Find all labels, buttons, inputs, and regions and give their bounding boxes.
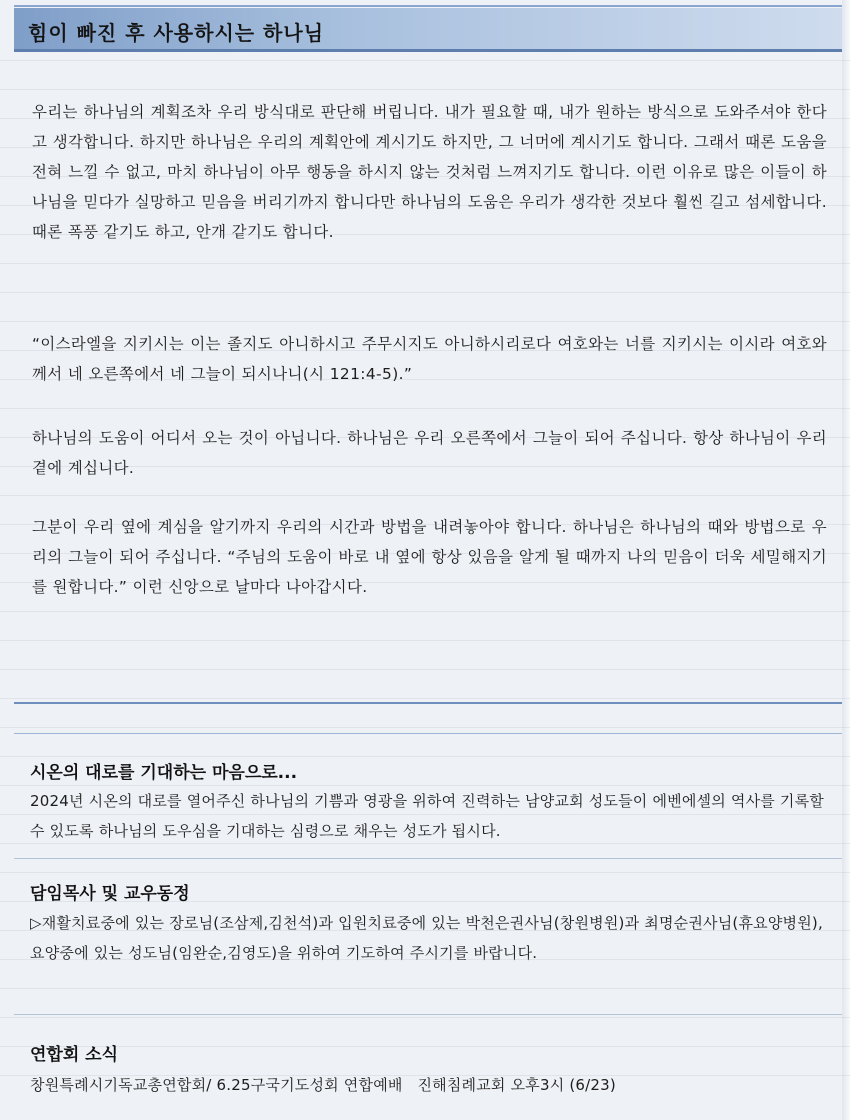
scan-texture-line xyxy=(0,321,850,322)
section-text-news: ▷재활치료중에 있는 장로님(조삼제,김천석)과 입원치료중에 있는 박천은권사님(창원병원)과 최명순권사님(휴요양병원), 요양중에 있는 성도님(임완순,김영도)을 위하여 기도하여 주시기를 바랍니다. xyxy=(30,914,823,962)
scan-texture-line xyxy=(0,756,850,757)
paragraph-scripture: “이스라엘을 지키시는 이는 졸지도 아니하시고 주무시지도 아니하시리로다 여호와는 너를 지키시는 이시라 여호와께서 네 오른쪽에서 네 그늘이 되시나니(시 121:4-5).” xyxy=(32,335,827,383)
scan-texture-line xyxy=(0,669,850,670)
section-text-zion: 2024년 시온의 대로를 열어주신 하나님의 기쁨과 영광을 위하여 진력하는 남양교회 성도들이 에벤에셀의 역사를 기록할 수 있도록 하나님의 도우심을 기대하는 심령으로 채우는 성도가 됩시다. xyxy=(30,792,824,840)
section-heading-zion: 시온의 대로를 기대하는 마음으로... xyxy=(30,763,298,783)
scan-texture-line xyxy=(0,1075,850,1076)
scan-texture-line xyxy=(0,930,850,931)
scan-texture-line xyxy=(0,698,850,699)
scan-texture-line xyxy=(0,582,850,583)
section-rule xyxy=(14,1014,842,1015)
scan-texture-line xyxy=(0,466,850,467)
scan-texture-line xyxy=(0,640,850,641)
section-rule xyxy=(14,858,842,859)
scan-texture-line xyxy=(0,408,850,409)
scan-texture-line xyxy=(0,524,850,525)
section-divider xyxy=(14,702,842,704)
section-heading-union: 연합회 소식 xyxy=(30,1045,119,1065)
paragraph-faith: 그분이 우리 옆에 계심을 알기까지 우리의 시간과 방법을 내려놓아야 합니다. 하나님은 하나님의 때와 방법으로 우리의 그늘이 되어 주십니다. “주님의 도움이 바로 내 옆에 항상 있음을 알게 될 때까지 나의 믿음이 더욱 세밀해지기를 원합니다.” 이런 신앙으로 날마다 나아갑시다. xyxy=(32,518,827,596)
scan-texture-line xyxy=(0,89,850,90)
paragraph-help: 하나님의 도움이 어디서 오는 것이 아닙니다. 하나님은 우리 오른쪽에서 그늘이 되어 주십니다. 항상 하나님이 우리 곁에 계십니다. xyxy=(32,429,827,477)
scan-texture-line xyxy=(0,785,850,786)
scan-texture-line xyxy=(0,1046,850,1047)
scan-texture-line xyxy=(0,727,850,728)
scan-texture-line xyxy=(0,118,850,119)
scan-texture-line xyxy=(0,147,850,148)
scan-texture-line xyxy=(0,988,850,989)
scan-texture-line xyxy=(0,350,850,351)
scan-texture-line xyxy=(0,263,850,264)
section-divider-thin xyxy=(14,733,842,734)
page-edge xyxy=(842,0,850,1120)
scan-texture-line xyxy=(0,611,850,612)
scan-texture-line xyxy=(0,292,850,293)
scan-texture-line xyxy=(0,234,850,235)
scan-texture-line xyxy=(0,379,850,380)
page-title: 힘이 빠진 후 사용하시는 하나님 xyxy=(28,21,325,45)
scan-texture-line xyxy=(0,1017,850,1018)
top-rule xyxy=(14,5,842,7)
section-text-union: 창원특례시기독교총연합회/ 6.25구국기도성회 연합예배 진해침례교회 오후3시 (6/23) xyxy=(30,1076,616,1094)
scan-texture-line xyxy=(0,553,850,554)
scan-texture-line xyxy=(0,843,850,844)
scan-texture-line xyxy=(0,176,850,177)
scan-texture-line xyxy=(0,437,850,438)
scan-texture-line xyxy=(0,959,850,960)
section-heading-news: 담임목사 및 교우동정 xyxy=(30,884,190,904)
title-bar xyxy=(14,8,842,52)
scan-texture-line xyxy=(0,205,850,206)
scan-texture-line xyxy=(0,814,850,815)
paragraph-intro: 우리는 하나님의 계획조차 우리 방식대로 판단해 버립니다. 내가 필요할 때, 내가 원하는 방식으로 도와주셔야 한다고 생각합니다. 하지만 하나님은 우리의 계획안에 계시기도 하지만, 그 너머에 계시기도 합니다. 그래서 때론 도움을 전혀 느낄 수 없고, 마치 하나님이 아무 행동을 하시지 않는 것처럼 느껴지기도 합니다. 이런 이유로 많은 이들이 하나님을 믿다가 실망하고 믿음을 버리기까지 합니다만 하나님의 도움은 우리가 생각한 것보다 훨씬 길고 섬세합니다. 때론 폭풍 같기도 하고, 안개 같기도 합니다. xyxy=(32,103,827,241)
scan-texture-line xyxy=(0,872,850,873)
scan-texture-line xyxy=(0,901,850,902)
scan-texture-line xyxy=(0,495,850,496)
scan-texture-line xyxy=(0,60,850,61)
